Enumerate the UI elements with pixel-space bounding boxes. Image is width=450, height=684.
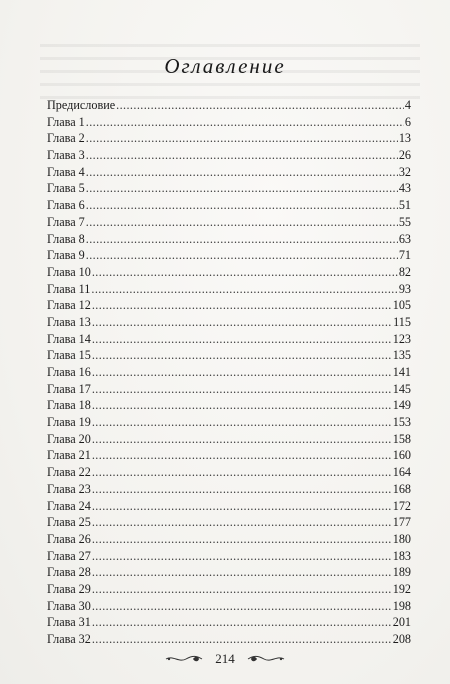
- toc-entry-label: Глава 21: [47, 448, 91, 463]
- table-of-contents: [47, 97, 411, 648]
- toc-entry-label: Глава 11: [47, 281, 91, 296]
- toc-entry-label: Глава 7: [47, 214, 85, 229]
- toc-entry-label: Глава 16: [47, 365, 91, 379]
- toc-entry: [47, 631, 411, 648]
- toc-entry-page: 13: [398, 131, 411, 146]
- dot-leader: [91, 281, 397, 298]
- toc-entry-label: Глава 12: [47, 298, 91, 313]
- toc-entry: [47, 481, 411, 498]
- toc-entry-page: 82: [398, 264, 411, 279]
- toc-entry: [47, 331, 411, 348]
- flourish-right-icon: [247, 654, 285, 664]
- dot-leader: [92, 397, 392, 414]
- toc-entry-label: Глава 27: [47, 548, 91, 563]
- toc-entry-page: 71: [398, 248, 411, 263]
- dot-leader: [92, 548, 392, 565]
- dot-leader: [92, 364, 392, 381]
- dot-leader: [86, 214, 398, 231]
- toc-entry: [47, 564, 411, 581]
- toc-entry: [47, 164, 411, 181]
- toc-entry-page: 208: [392, 632, 411, 646]
- flourish-left-icon: [165, 654, 203, 664]
- toc-entry: [47, 598, 411, 615]
- toc-entry-label: Глава 18: [47, 398, 91, 413]
- toc-entry: [47, 364, 411, 381]
- toc-entry-page: 153: [392, 415, 411, 430]
- page-number: 214: [215, 651, 235, 666]
- dot-leader: [92, 431, 392, 448]
- toc-entry: [47, 548, 411, 565]
- dot-leader: [92, 581, 392, 598]
- toc-entry-label: Глава 15: [47, 348, 91, 363]
- toc-entry-label: Глава 2: [47, 131, 85, 146]
- dot-leader: [92, 331, 392, 348]
- toc-entry-label: Глава 28: [47, 565, 91, 580]
- toc-entry-page: 180: [392, 531, 411, 546]
- toc-entry-page: 26: [398, 148, 411, 163]
- toc-entry-label: Глава 8: [47, 231, 85, 246]
- dot-leader: [92, 414, 392, 431]
- dot-leader: [92, 564, 392, 581]
- dot-leader: [86, 114, 404, 131]
- toc-entry-page: 189: [392, 565, 411, 580]
- toc-entry-page: 198: [392, 598, 411, 613]
- dot-leader: [86, 231, 398, 248]
- toc-entry-label: Глава 9: [47, 248, 85, 263]
- toc-entry-label: Глава 14: [47, 331, 91, 346]
- toc-entry-page: 158: [392, 431, 411, 446]
- page-title: Оглавление: [164, 54, 286, 78]
- toc-entry: [47, 180, 411, 197]
- dot-leader: [86, 180, 398, 197]
- toc-entry: [47, 347, 411, 364]
- toc-entry: [47, 464, 411, 481]
- dot-leader: [92, 631, 392, 648]
- toc-entry: [47, 214, 411, 231]
- toc-entry-label: Предисловие: [47, 98, 116, 112]
- dot-leader: [92, 381, 392, 398]
- toc-entry-label: Глава 23: [47, 481, 91, 496]
- toc-entry: [47, 281, 411, 298]
- toc-entry-page: 183: [392, 548, 411, 563]
- toc-entry-page: 168: [392, 481, 411, 496]
- toc-entry-page: 63: [398, 231, 411, 246]
- page-footer: [0, 651, 450, 667]
- toc-entry: [47, 414, 411, 431]
- toc-entry-label: Глава 26: [47, 531, 91, 546]
- toc-entry: [47, 581, 411, 598]
- toc-entry-page: 115: [393, 314, 411, 329]
- toc-entry-label: Глава 31: [47, 615, 91, 630]
- dot-leader: [92, 264, 398, 281]
- toc-entry: [47, 247, 411, 264]
- toc-entry: [47, 197, 411, 214]
- dot-leader: [92, 498, 392, 515]
- toc-entry-page: 160: [392, 448, 411, 463]
- dot-leader: [92, 347, 392, 364]
- toc-entry-page: 192: [392, 581, 411, 596]
- toc-entry-page: 105: [392, 298, 411, 313]
- toc-entry: [47, 297, 411, 314]
- toc-entry-page: 51: [398, 198, 411, 213]
- dot-leader: [92, 297, 392, 314]
- toc-entry-label: Глава 19: [47, 415, 91, 430]
- dot-leader: [86, 164, 398, 181]
- dot-leader: [92, 514, 392, 531]
- toc-entry-page: 172: [392, 498, 411, 513]
- toc-entry: [47, 130, 411, 147]
- toc-entry-page: 4: [404, 98, 411, 112]
- toc-entry-label: Глава 29: [47, 581, 91, 596]
- toc-entry-label: Глава 13: [47, 314, 91, 329]
- toc-entry: [47, 514, 411, 531]
- toc-entry: [47, 264, 411, 281]
- toc-entry: [47, 147, 411, 164]
- toc-entry-label: Глава 30: [47, 598, 91, 613]
- dot-leader: [86, 130, 398, 147]
- toc-entry: [47, 397, 411, 414]
- dot-leader: [92, 447, 392, 464]
- dot-leader: [86, 197, 398, 214]
- toc-entry-label: Глава 32: [47, 632, 91, 646]
- toc-entry-label: Глава 1: [47, 114, 85, 129]
- toc-entry: [47, 231, 411, 248]
- toc-entry-page: 32: [398, 164, 411, 179]
- toc-entry-page: 145: [392, 381, 411, 396]
- dot-leader: [92, 531, 392, 548]
- toc-entry: [47, 314, 411, 331]
- dot-leader: [92, 464, 392, 481]
- toc-entry: [47, 447, 411, 464]
- toc-entry-label: Глава 17: [47, 381, 91, 396]
- toc-entry-page: 141: [392, 365, 411, 379]
- dot-leader: [92, 481, 392, 498]
- toc-entry-label: Глава 22: [47, 465, 91, 480]
- dot-leader: [86, 247, 398, 264]
- dot-leader: [92, 314, 392, 331]
- toc-entry: [47, 114, 411, 131]
- toc-entry: [47, 431, 411, 448]
- toc-entry: [47, 614, 411, 631]
- dot-leader: [116, 97, 404, 114]
- toc-entry-page: 43: [398, 181, 411, 196]
- dot-leader: [92, 598, 392, 615]
- toc-entry-page: 6: [404, 114, 411, 129]
- toc-entry-label: Глава 25: [47, 515, 91, 530]
- toc-entry-page: 93: [398, 281, 411, 296]
- toc-entry-page: 135: [392, 348, 411, 363]
- toc-entry-label: Глава 10: [47, 264, 91, 279]
- toc-entry-label: Глава 4: [47, 164, 85, 179]
- toc-entry: [47, 531, 411, 548]
- dot-leader: [86, 147, 398, 164]
- toc-entry-label: Глава 6: [47, 198, 85, 213]
- toc-entry: [47, 498, 411, 515]
- toc-entry-page: 164: [392, 465, 411, 480]
- toc-entry-page: 123: [392, 331, 411, 346]
- toc-entry: [47, 381, 411, 398]
- toc-entry-label: Глава 3: [47, 148, 85, 163]
- toc-entry-page: 177: [392, 515, 411, 530]
- toc-entry-page: 149: [392, 398, 411, 413]
- toc-entry: [47, 97, 411, 114]
- toc-entry-label: Глава 20: [47, 431, 91, 446]
- dot-leader: [92, 614, 392, 631]
- toc-entry-label: Глава 24: [47, 498, 91, 513]
- toc-entry-page: 55: [398, 214, 411, 229]
- toc-entry-label: Глава 5: [47, 181, 85, 196]
- toc-entry-page: 201: [392, 615, 411, 630]
